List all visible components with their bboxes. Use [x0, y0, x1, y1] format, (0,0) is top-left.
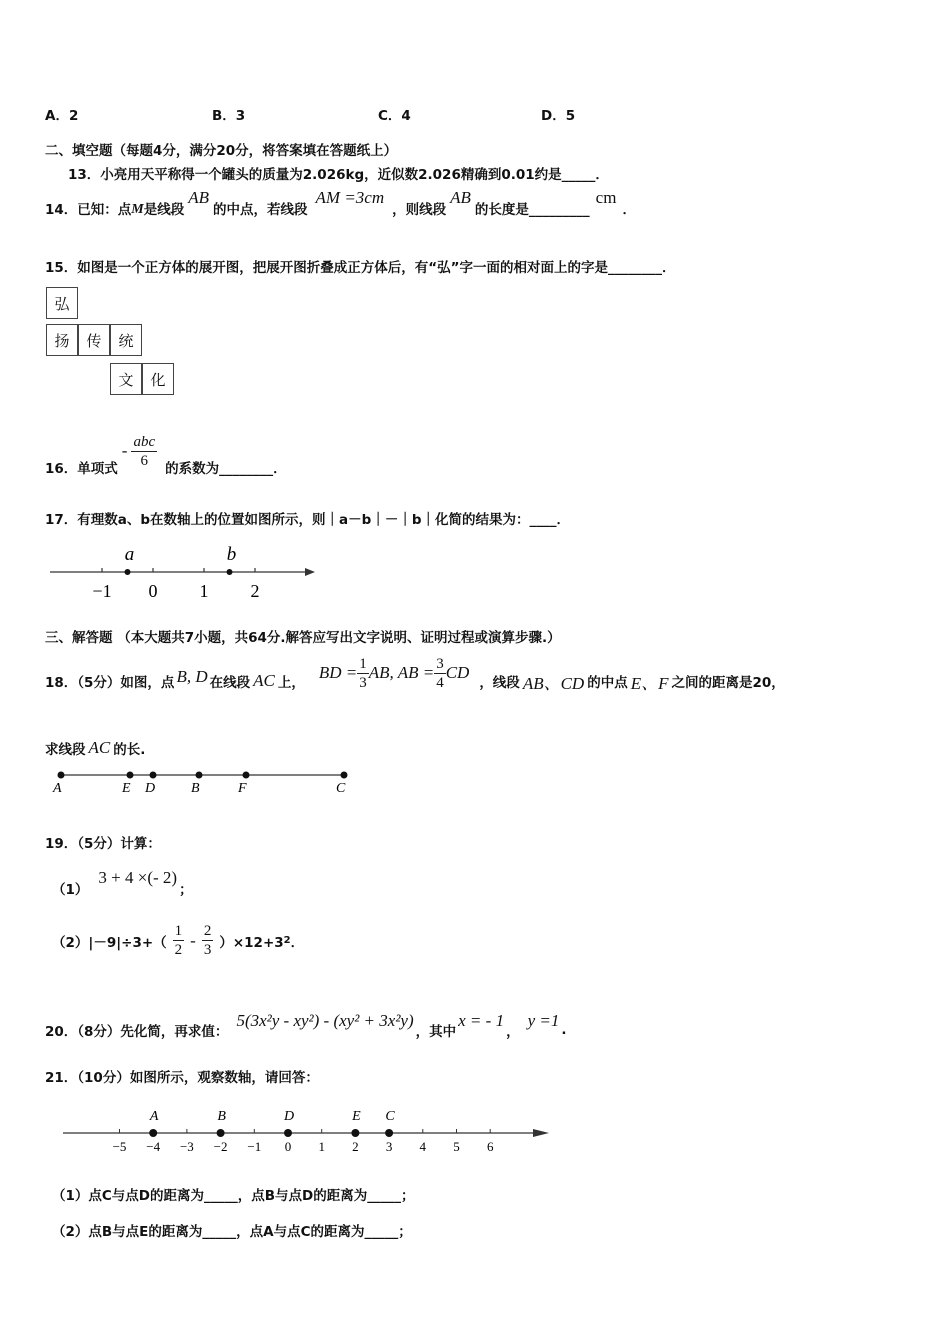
- q21-point-label-e: E: [352, 1109, 361, 1124]
- q18-label-c: C: [336, 781, 346, 796]
- q21-tick-label: −5: [112, 1139, 127, 1154]
- q18-label-b: B: [191, 781, 200, 796]
- q18-seg: AC: [253, 671, 275, 690]
- net-cell-wen: 文: [110, 363, 142, 395]
- q19-p2-end: ）×12+3: [219, 934, 284, 951]
- q18-dot-d: [150, 772, 157, 779]
- q19-p2-dot: ．: [290, 934, 305, 951]
- q18-eq2: AB, AB =: [368, 663, 435, 682]
- section-2-heading: 二、填空题（每题4分，满分20分，将答案填在答题纸上）: [45, 143, 398, 159]
- q21-tick-label: 4: [419, 1139, 427, 1154]
- q19-part1: [52, 866, 193, 898]
- option-d: D．5: [541, 108, 576, 124]
- q16-minus: -: [121, 441, 128, 460]
- q21-point-label-d: D: [283, 1109, 295, 1124]
- q16-fraction: [131, 433, 157, 470]
- q21-tick-label: −3: [179, 1139, 194, 1154]
- q14-point-m: M: [131, 202, 144, 217]
- q18-mid3: ，线段: [479, 675, 520, 691]
- q18-points: B, D: [176, 667, 208, 686]
- q18-frac2: [434, 655, 446, 692]
- q14-seg1: AB: [188, 188, 210, 207]
- q21-point-b: [217, 1129, 225, 1137]
- net-cell-yang: 扬: [46, 324, 78, 356]
- question-20: [45, 1008, 567, 1042]
- q14-seg2: AB: [450, 188, 471, 207]
- q18-dot-e: [127, 772, 134, 779]
- q17-point-b: [227, 569, 233, 575]
- q17-point-label-b: b: [226, 544, 237, 565]
- q18-ef: E、F: [630, 673, 669, 693]
- q14-end: ．: [622, 202, 636, 218]
- q18-equation: [319, 655, 469, 692]
- q19-frac2-num: 2: [203, 923, 212, 939]
- q18-mid4: 的中点: [587, 675, 628, 691]
- question-17: 17．有理数a、b在数轴上的位置如图所示，则｜a－b｜－｜b｜化简的结果为：____．: [45, 512, 570, 528]
- q17-tick-label: 2: [250, 581, 260, 601]
- q21-sub1: （1）点C与点D的距离为_____，点B与点D的距离为_____；: [52, 1188, 415, 1204]
- q20-end: .: [561, 1022, 567, 1038]
- q17-point-label-a: a: [124, 544, 135, 565]
- q14-unit: cm: [595, 188, 617, 207]
- option-c: C．4: [378, 108, 411, 124]
- q21-tick-label: 0: [284, 1139, 292, 1154]
- q17-arrow: [305, 568, 315, 576]
- q18-label-d: D: [145, 781, 156, 796]
- q19-p1-label: （1）: [52, 882, 89, 898]
- q20-comma: ，: [506, 1024, 520, 1040]
- q20-y: y =1: [527, 1011, 560, 1030]
- q14-mid3: ，则线段: [392, 202, 447, 218]
- q14-mid2: 的中点，若线段: [213, 202, 308, 218]
- question-19-title: 19．（5分）计算：: [45, 836, 161, 852]
- q19-p2-sup: 2: [283, 935, 291, 946]
- q16-numerator: abc: [133, 433, 156, 450]
- q21-tick-label: 6: [486, 1139, 494, 1154]
- q18-frac1-den: 3: [359, 674, 367, 691]
- net-cell-tong: 统: [110, 324, 142, 356]
- q18-frac2-num: 3: [436, 655, 444, 672]
- q19-p2-label: （2）|－9|÷3+（: [52, 934, 167, 951]
- q19-part2: [52, 922, 304, 959]
- q14-mid4: 的长度是_________: [474, 202, 590, 218]
- q17-tick-label: 0: [148, 581, 158, 601]
- q18-dot-b: [196, 772, 203, 779]
- q21-tick-label: −4: [146, 1139, 161, 1154]
- q17-tick-label: 1: [199, 581, 209, 601]
- q18-line2c: 的长.: [113, 742, 146, 758]
- option-b: B．3: [212, 108, 246, 124]
- q18-label-a: A: [53, 781, 62, 796]
- q21-point-label-c: C: [385, 1109, 395, 1124]
- q18-frac1: [357, 655, 369, 692]
- q18-label-f: F: [238, 781, 247, 796]
- q18-seg2: AB、CD: [522, 673, 585, 693]
- q20-expr: 5(3x²y - xy²) - (xy² + 3x²y): [236, 1011, 414, 1030]
- q18-prefix: 18．（5分）如图，点: [45, 675, 175, 691]
- q17-number-line: [45, 540, 325, 605]
- q21-point-e: [351, 1129, 359, 1137]
- net-cell-hong: 弘: [46, 287, 78, 319]
- q16-prefix: 16．单项式: [45, 461, 118, 477]
- q18-eq1: BD =: [318, 663, 358, 682]
- q19-frac2-den: 3: [203, 942, 212, 958]
- q21-tick-label: −2: [213, 1139, 228, 1154]
- q17-point-a: [125, 569, 131, 575]
- q14-prefix: 14．已知：点: [45, 202, 132, 218]
- q19-minus: -: [190, 930, 196, 950]
- q18-label-e: E: [122, 781, 131, 796]
- q18-suffix: 之间的距离是20，: [671, 675, 785, 691]
- q18-eq3: CD: [445, 663, 470, 682]
- q19-frac1-den: 2: [174, 942, 183, 958]
- q20-x: x = - 1: [458, 1011, 505, 1030]
- q18-frac2-den: 4: [436, 674, 444, 691]
- q19-frac1: [173, 922, 185, 959]
- q18-dot-a: [58, 772, 65, 779]
- q21-point-label-b: B: [217, 1109, 226, 1124]
- question-21-title: 21．（10分）如图所示，观察数轴，请回答：: [45, 1070, 319, 1086]
- q18-frac1-num: 1: [359, 655, 367, 672]
- q18-mid1: 在线段: [209, 675, 251, 691]
- q21-point-label-a: A: [149, 1109, 159, 1124]
- q21-tick-label: 1: [318, 1139, 325, 1154]
- q18-line2b: AC: [88, 738, 111, 757]
- q16-denominator: 6: [140, 452, 149, 469]
- q21-point-a: [149, 1129, 157, 1137]
- q14-mid1: 是线段: [143, 202, 185, 218]
- q21-tick-label: 5: [453, 1139, 460, 1154]
- q18-line2: [45, 738, 145, 758]
- section-3-heading: 三、解答题 （本大题共7小题，共64分.解答应写出文字说明、证明过程或演算步骤.）: [45, 630, 561, 646]
- question-15: 15．如图是一个正方体的展开图，把展开图折叠成正方体后，有“弘”字一面的相对面上的字是________．: [45, 260, 676, 276]
- q16-suffix: 的系数为________．: [165, 461, 287, 477]
- q21-number-line: [55, 1100, 555, 1160]
- question-13: 13．小亮用天平称得一个罐头的质量为2.026kg，近似数2.026精确到0.01约是_____．: [68, 167, 609, 183]
- q21-point-d: [284, 1129, 292, 1137]
- net-cell-chuan: 传: [78, 324, 110, 356]
- q20-mid: ，其中: [415, 1024, 457, 1040]
- q18-dot-c: [341, 772, 348, 779]
- q18-mid2: 上，: [277, 675, 305, 691]
- q21-tick-label: −1: [247, 1139, 262, 1154]
- q21-point-c: [385, 1129, 393, 1137]
- option-a: A．2: [45, 108, 79, 124]
- q20-prefix: 20．（8分）先化简，再求值：: [45, 1024, 229, 1040]
- question-18: [45, 655, 785, 704]
- q14-equation: AM =3cm: [315, 188, 385, 207]
- q21-arrow: [533, 1129, 549, 1137]
- q21-tick-label: 3: [385, 1139, 393, 1154]
- q21-tick-label: 2: [352, 1139, 359, 1154]
- question-16: [45, 425, 287, 477]
- q18-line2a: 求线段: [45, 742, 86, 758]
- question-14: [45, 188, 636, 218]
- q21-sub2: （2）点B与点E的距离为_____，点A与点C的距离为_____；: [52, 1224, 412, 1240]
- q18-dot-f: [243, 772, 250, 779]
- q19-frac2: [202, 922, 214, 959]
- q19-frac1-num: 1: [174, 923, 183, 939]
- q18-segment-diagram: [45, 765, 365, 801]
- net-cell-hua: 化: [142, 363, 174, 395]
- q19-p1-expr: 3 + 4 ×(- 2): [98, 868, 178, 887]
- q19-p1-end: ；: [179, 882, 193, 898]
- q17-tick-label: −1: [92, 581, 112, 601]
